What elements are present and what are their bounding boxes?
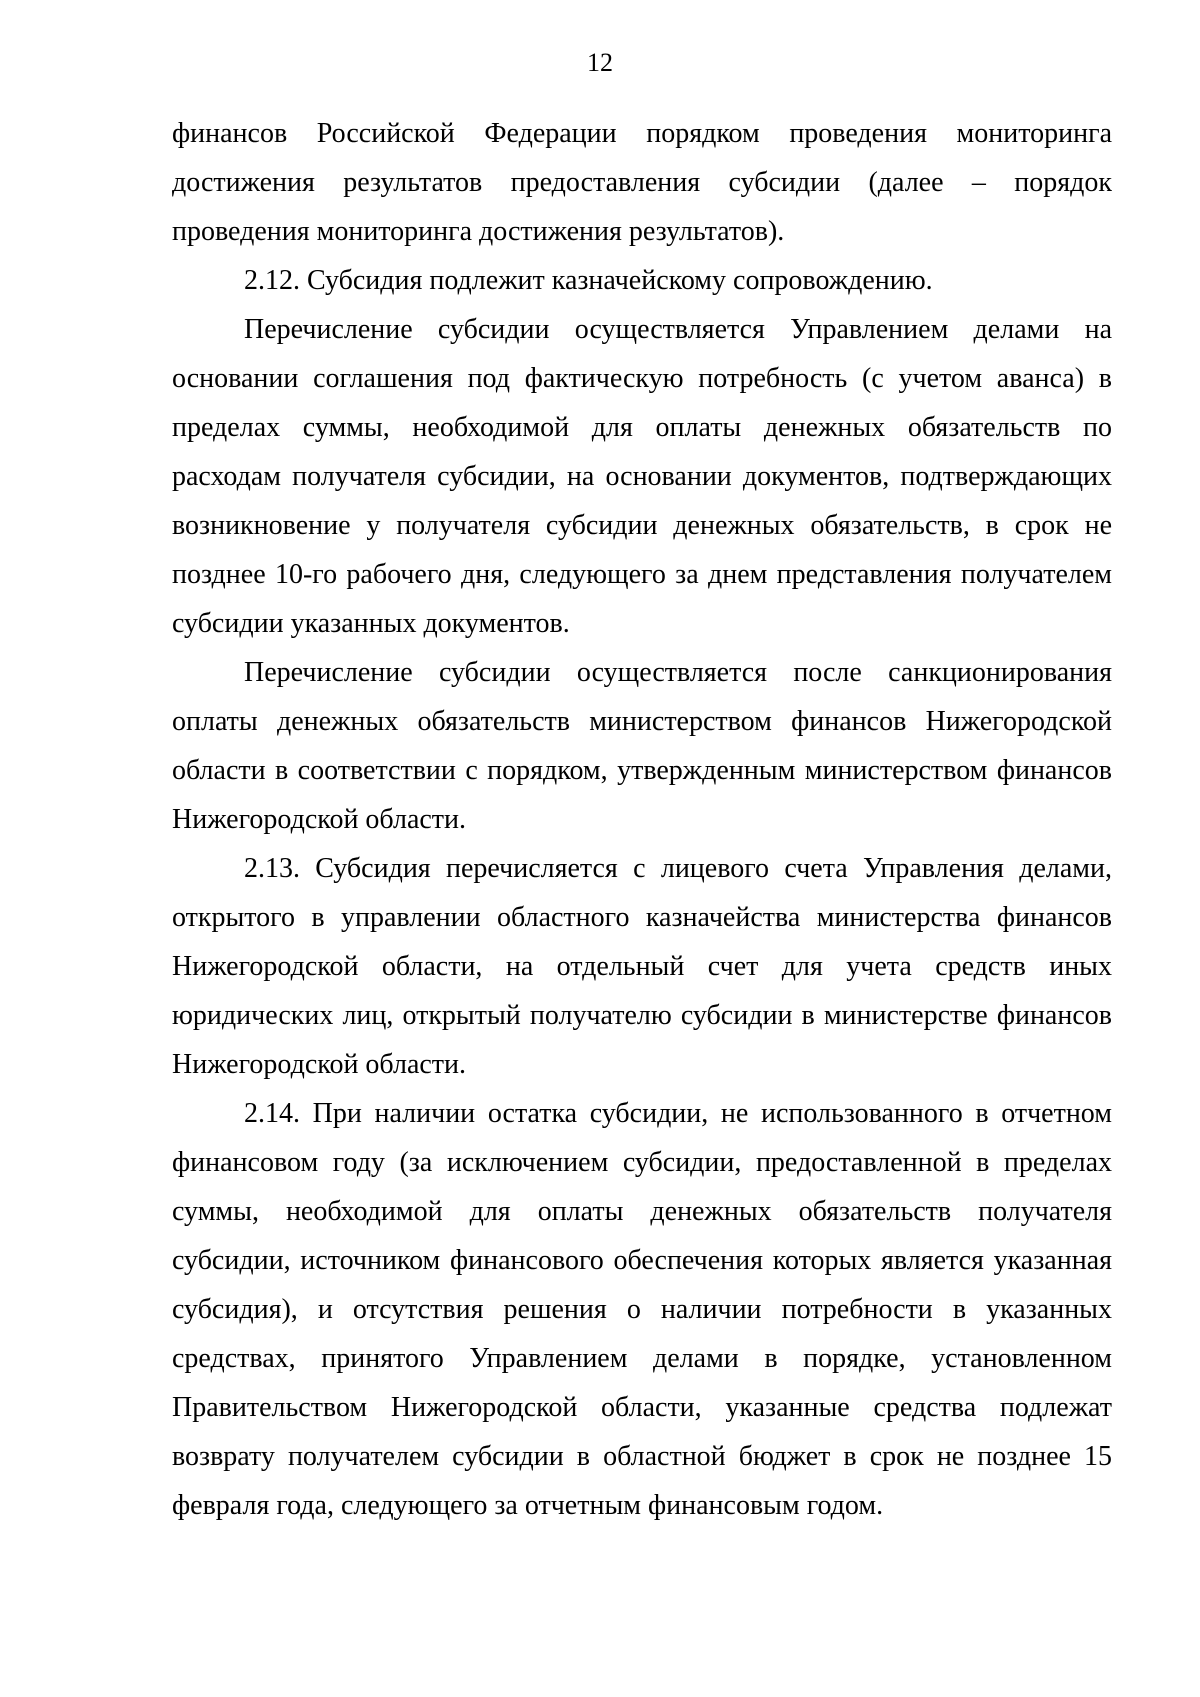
paragraph-transfer-authorization: Перечисление субсидии осуществляется после санкционирования оплаты денежных обязательств министерством финансов Нижегородской области в соответствии с порядком, утвержденным министерством финансов Нижегородской области. [172, 657, 1112, 835]
paragraph-2-14: 2.14. При наличии остатка субсидии, не использованного в отчетном финансовом году (за исключением субсидии, предоставленной в пределах суммы, необходимой для оплаты денежных обязательств получателя субсидии, источником финансового обеспечения которых является указанная субсидия), и отсутствия решения о наличии потребности в указанных средствах, принятого Управлением делами в порядке, установленном Правительством Нижегородской области, указанные средства подлежат возврату получателем субсидии в областной бюджет в срок не позднее 15 февраля года, следующего за отчетным финансовым годом. [172, 1098, 1112, 1521]
paragraph-transfer-basis: Перечисление субсидии осуществляется Управлением делами на основании соглашения под фактическую потребность (с учетом аванса) в пределах суммы, необходимой для оплаты денежных обязательств по расходам получателя субсидии, на основании документов, подтверждающих возникновение у получателя субсидии денежных обязательств, в срок не позднее 10-го рабочего дня, следующего за днем представления получателем субсидии указанных документов. [172, 314, 1112, 639]
document-body [172, 109, 1112, 1530]
page-number: 12 [587, 48, 613, 77]
paragraph-2-13: 2.13. Субсидия перечисляется с лицевого счета Управления делами, открытого в управлении областного казначейства министерства финансов Нижегородской области, на отдельный счет для учета средств иных юридических лиц, открытый получателю субсидии в министерстве финансов Нижегородской области. [172, 853, 1112, 1080]
paragraph-continuation: финансов Российской Федерации порядком проведения мониторинга достижения результатов предоставления субсидии (далее – порядок проведения мониторинга достижения результатов). [172, 118, 1112, 247]
paragraph-2-12: 2.12. Субсидия подлежит казначейскому сопровождению. [244, 265, 933, 296]
